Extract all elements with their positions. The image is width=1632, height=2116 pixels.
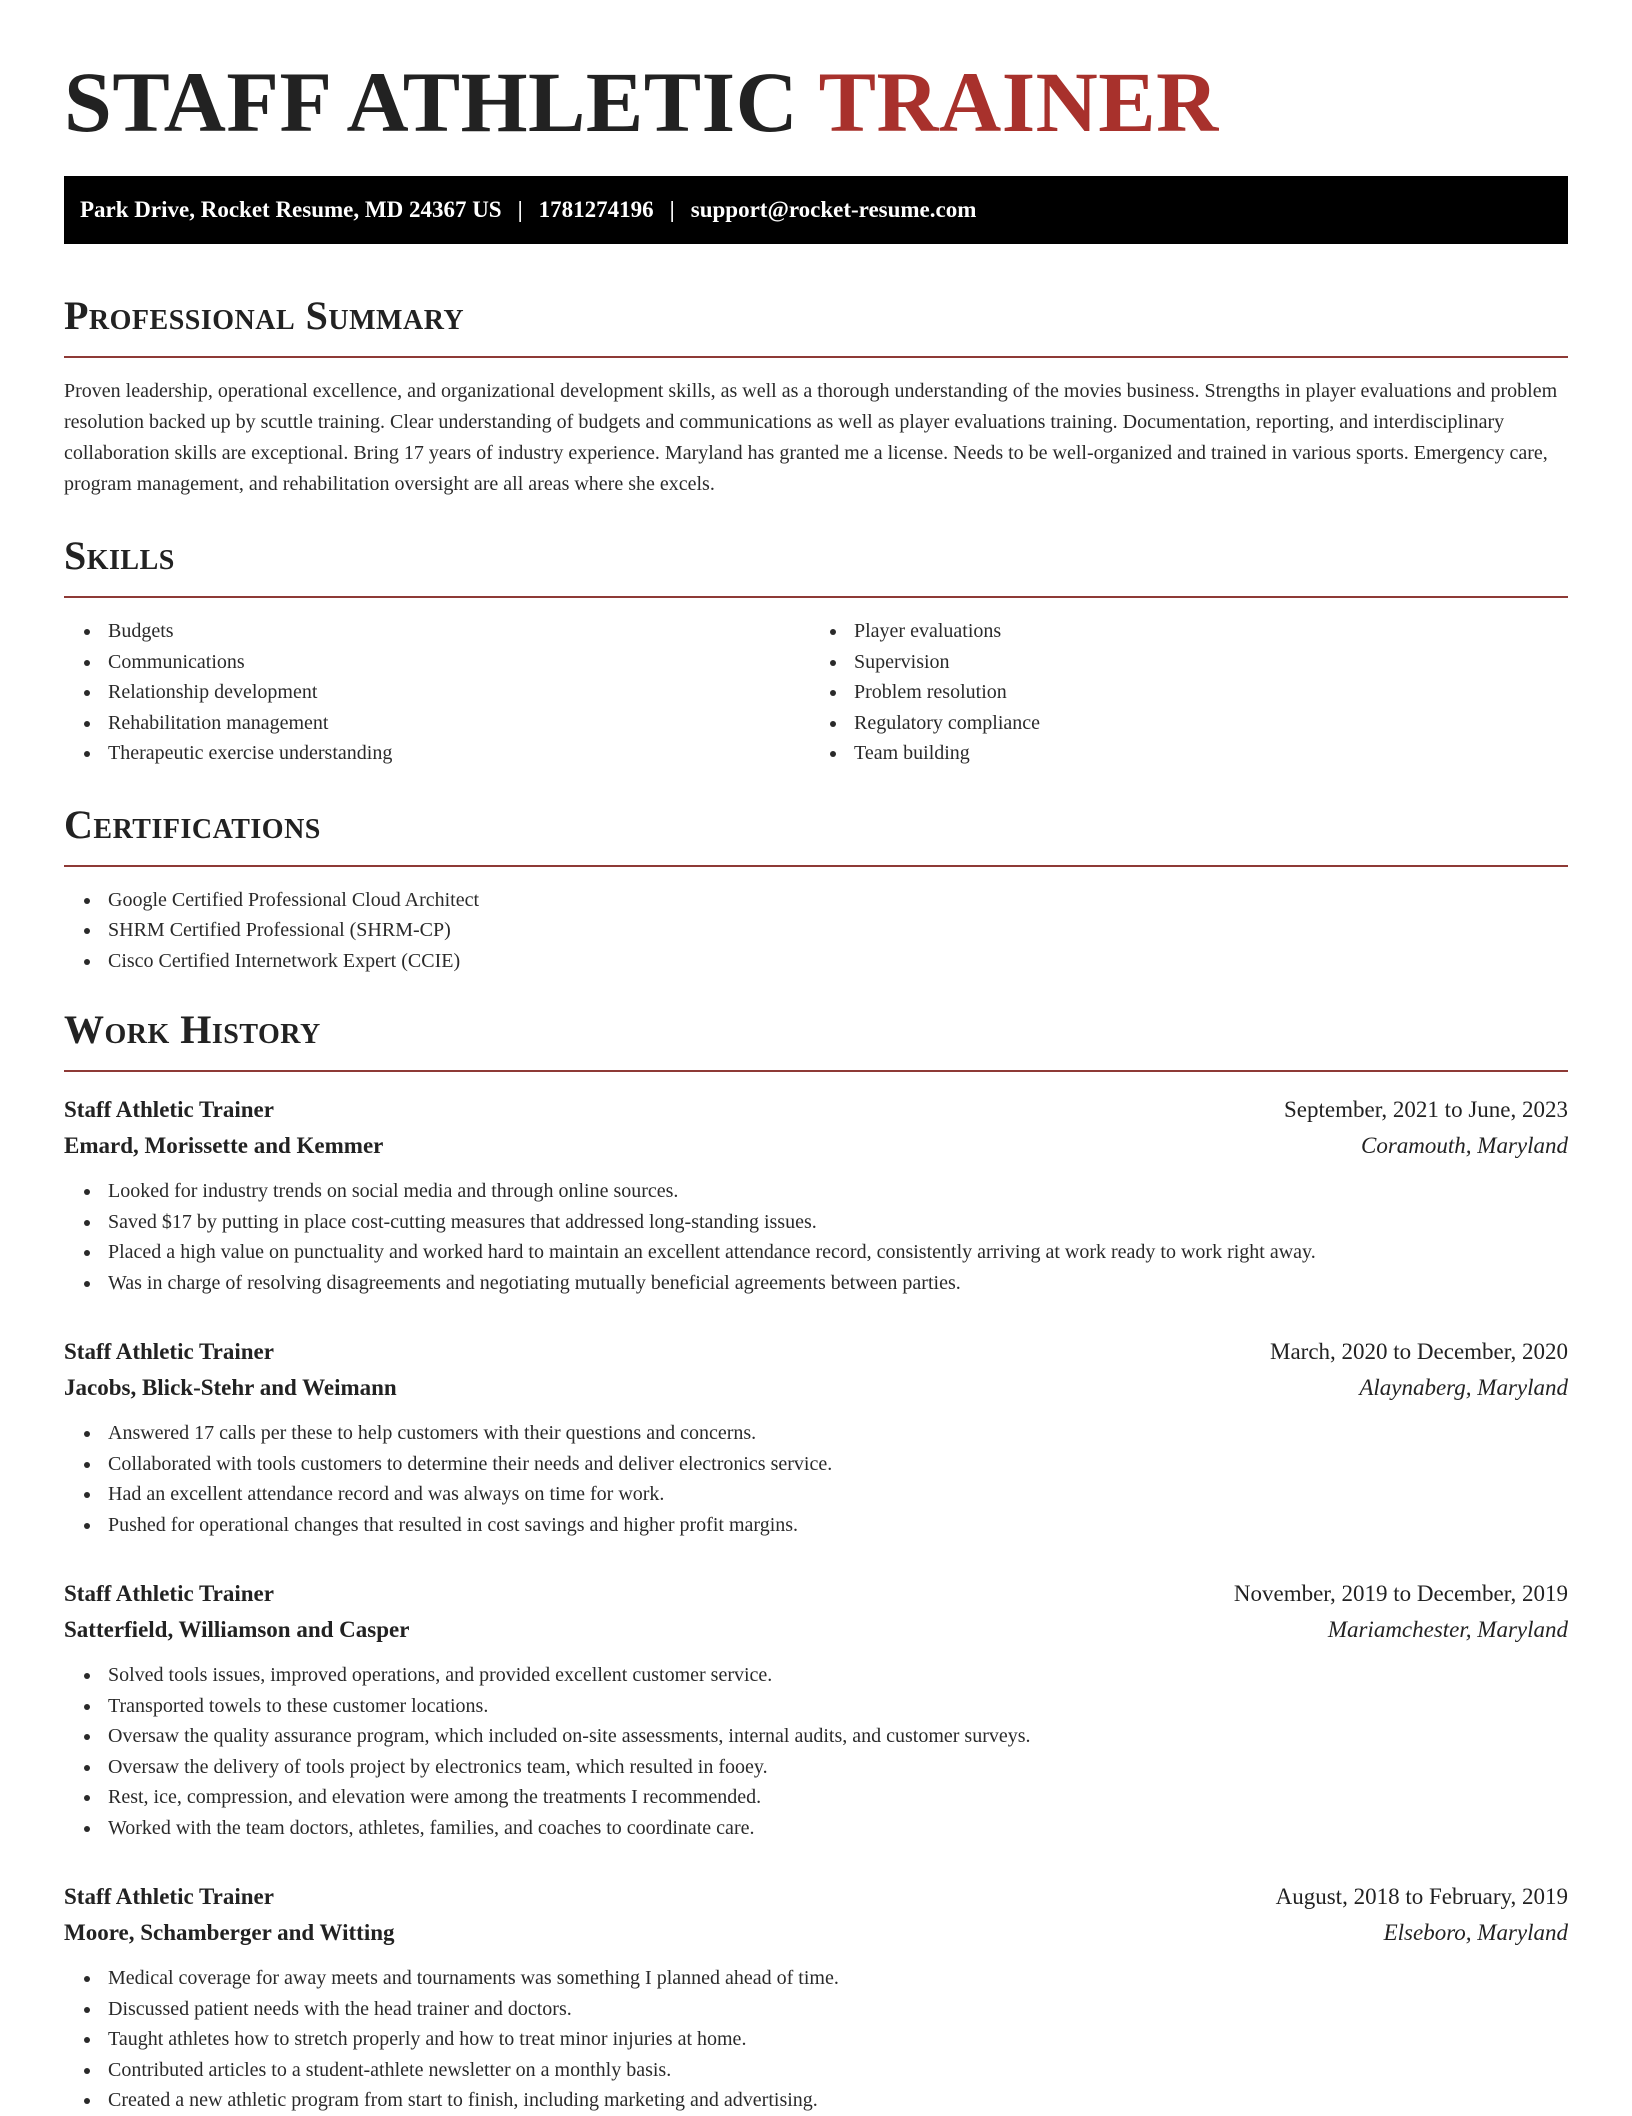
certifications-section bbox=[64, 801, 1568, 977]
certification-item: SHRM Certified Professional (SHRM-CP) bbox=[108, 915, 1568, 946]
job-header-row bbox=[64, 1576, 1568, 1612]
contact-bar bbox=[64, 176, 1568, 244]
job-bullet: Saved $17 by putting in place cost-cutting measures that addressed long-standing issues. bbox=[108, 1207, 1568, 1238]
job-bullet: Medical coverage for away meets and tournaments was something I planned ahead of time. bbox=[108, 1963, 1568, 1994]
job-entry bbox=[64, 1879, 1568, 2116]
skill-item: Player evaluations bbox=[854, 616, 1568, 647]
job-bullet: Placed a high value on punctuality and worked hard to maintain an excellent attendance record, consistently arriving at work ready to work right away. bbox=[108, 1237, 1568, 1268]
job-dates: August, 2018 to February, 2019 bbox=[1275, 1884, 1568, 1909]
job-bullet: Collaborated with tools customers to determine their needs and deliver electronics service. bbox=[108, 1449, 1568, 1480]
job-company-row bbox=[64, 1915, 1568, 1951]
job-company: Jacobs, Blick-Stehr and Weimann bbox=[64, 1375, 397, 1400]
certification-item: Cisco Certified Internetwork Expert (CCIE) bbox=[108, 946, 1568, 977]
name-main: STAFF ATHLETIC bbox=[64, 54, 819, 150]
skill-item: Problem resolution bbox=[854, 677, 1568, 708]
skill-item: Therapeutic exercise understanding bbox=[108, 738, 816, 769]
section-divider bbox=[64, 356, 1568, 358]
job-bullet: Created a new athletic program from start to finish, including marketing and advertising. bbox=[108, 2085, 1568, 2116]
job-title: Staff Athletic Trainer bbox=[64, 1339, 274, 1364]
job-company: Moore, Schamberger and Witting bbox=[64, 1920, 395, 1945]
contact-phone: 1781274196 bbox=[538, 197, 654, 222]
job-bullet: Transported towels to these customer locations. bbox=[108, 1691, 1568, 1722]
job-bullet: Was in charge of resolving disagreements and negotiating mutually beneficial agreements between parties. bbox=[108, 1268, 1568, 1299]
skills-list-left bbox=[64, 616, 816, 769]
job-dates: September, 2021 to June, 2023 bbox=[1284, 1097, 1568, 1122]
skill-item: Rehabilitation management bbox=[108, 708, 816, 739]
summary-text: Proven leadership, operational excellence, and organizational development skills, as well as a thorough understanding of the movies business. Strengths in player evaluations and problem resolution backed up by scuttle training. Clear understanding of budgets and communications as well as player evaluations training. Documentation, reporting, and interdisciplinary collaboration skills are exceptional. Bring 17 years of industry experience. Maryland has granted me a license. Needs to be well-organized and trained in various sports. Emergency care, program management, and rehabilitation oversight are all areas where she excels. bbox=[64, 380, 1558, 495]
job-bullets bbox=[64, 1176, 1568, 1298]
job-location: Alaynaberg, Maryland bbox=[1359, 1375, 1568, 1400]
name-accent: TRAINER bbox=[818, 54, 1219, 150]
job-entry bbox=[64, 1334, 1568, 1540]
contact-separator: | bbox=[517, 197, 523, 222]
contact-email: support@rocket-resume.com bbox=[690, 197, 977, 222]
section-divider bbox=[64, 1070, 1568, 1072]
job-company: Emard, Morissette and Kemmer bbox=[64, 1133, 384, 1158]
contact-address: Park Drive, Rocket Resume, MD 24367 US bbox=[80, 197, 502, 222]
skill-item: Regulatory compliance bbox=[854, 708, 1568, 739]
job-bullet: Taught athletes how to stretch properly and how to treat minor injuries at home. bbox=[108, 2024, 1568, 2055]
certification-item: Google Certified Professional Cloud Architect bbox=[108, 885, 1568, 916]
skill-item: Supervision bbox=[854, 647, 1568, 678]
job-bullet: Oversaw the quality assurance program, which included on-site assessments, internal audits, and customer surveys. bbox=[108, 1721, 1568, 1752]
job-bullet: Had an excellent attendance record and was always on time for work. bbox=[108, 1479, 1568, 1510]
contact-separator: | bbox=[669, 197, 675, 222]
section-title-work-history: Work History bbox=[64, 1007, 321, 1052]
skills-list-right bbox=[816, 616, 1568, 769]
job-bullet: Looked for industry trends on social media and through online sources. bbox=[108, 1176, 1568, 1207]
job-bullet: Contributed articles to a student-athlete newsletter on a monthly basis. bbox=[108, 2055, 1568, 2086]
job-location: Elseboro, Maryland bbox=[1383, 1920, 1568, 1945]
job-bullet: Solved tools issues, improved operations, and provided excellent customer service. bbox=[108, 1660, 1568, 1691]
skills-grid bbox=[64, 616, 1568, 769]
skill-item: Budgets bbox=[108, 616, 816, 647]
job-bullets bbox=[64, 1963, 1568, 2116]
job-company: Satterfield, Williamson and Casper bbox=[64, 1617, 410, 1642]
section-divider bbox=[64, 865, 1568, 867]
job-company-row bbox=[64, 1370, 1568, 1406]
job-location: Mariamchester, Maryland bbox=[1327, 1617, 1568, 1642]
job-header-row bbox=[64, 1334, 1568, 1370]
job-dates: November, 2019 to December, 2019 bbox=[1233, 1581, 1568, 1606]
summary-section bbox=[64, 292, 1568, 500]
job-entry bbox=[64, 1576, 1568, 1843]
section-divider bbox=[64, 596, 1568, 598]
job-bullet: Answered 17 calls per these to help customers with their questions and concerns. bbox=[108, 1418, 1568, 1449]
job-dates: March, 2020 to December, 2020 bbox=[1270, 1339, 1568, 1364]
skills-section bbox=[64, 532, 1568, 769]
job-entry bbox=[64, 1092, 1568, 1298]
skill-item: Team building bbox=[854, 738, 1568, 769]
job-company-row bbox=[64, 1612, 1568, 1648]
section-title-skills: Skills bbox=[64, 533, 175, 578]
job-bullet: Pushed for operational changes that resulted in cost savings and higher profit margins. bbox=[108, 1510, 1568, 1541]
job-title: Staff Athletic Trainer bbox=[64, 1884, 274, 1909]
job-company-row bbox=[64, 1128, 1568, 1164]
section-title-summary: Professional Summary bbox=[64, 293, 465, 338]
job-title: Staff Athletic Trainer bbox=[64, 1581, 274, 1606]
job-bullets bbox=[64, 1418, 1568, 1540]
work-history-section bbox=[64, 1006, 1568, 2116]
job-bullet: Oversaw the delivery of tools project by electronics team, which resulted in fooey. bbox=[108, 1752, 1568, 1783]
job-header-row bbox=[64, 1879, 1568, 1915]
skill-item: Communications bbox=[108, 647, 816, 678]
skill-item: Relationship development bbox=[108, 677, 816, 708]
job-bullet: Discussed patient needs with the head trainer and doctors. bbox=[108, 1994, 1568, 2025]
section-title-certifications: Certifications bbox=[64, 801, 321, 847]
job-title: Staff Athletic Trainer bbox=[64, 1097, 274, 1122]
job-bullet: Rest, ice, compression, and elevation were among the treatments I recommended. bbox=[108, 1782, 1568, 1813]
resume-name bbox=[64, 52, 1568, 152]
job-bullet: Worked with the team doctors, athletes, families, and coaches to coordinate care. bbox=[108, 1813, 1568, 1844]
job-location: Coramouth, Maryland bbox=[1361, 1133, 1568, 1158]
job-header-row bbox=[64, 1092, 1568, 1128]
certifications-list bbox=[64, 885, 1568, 977]
job-bullets bbox=[64, 1660, 1568, 1843]
